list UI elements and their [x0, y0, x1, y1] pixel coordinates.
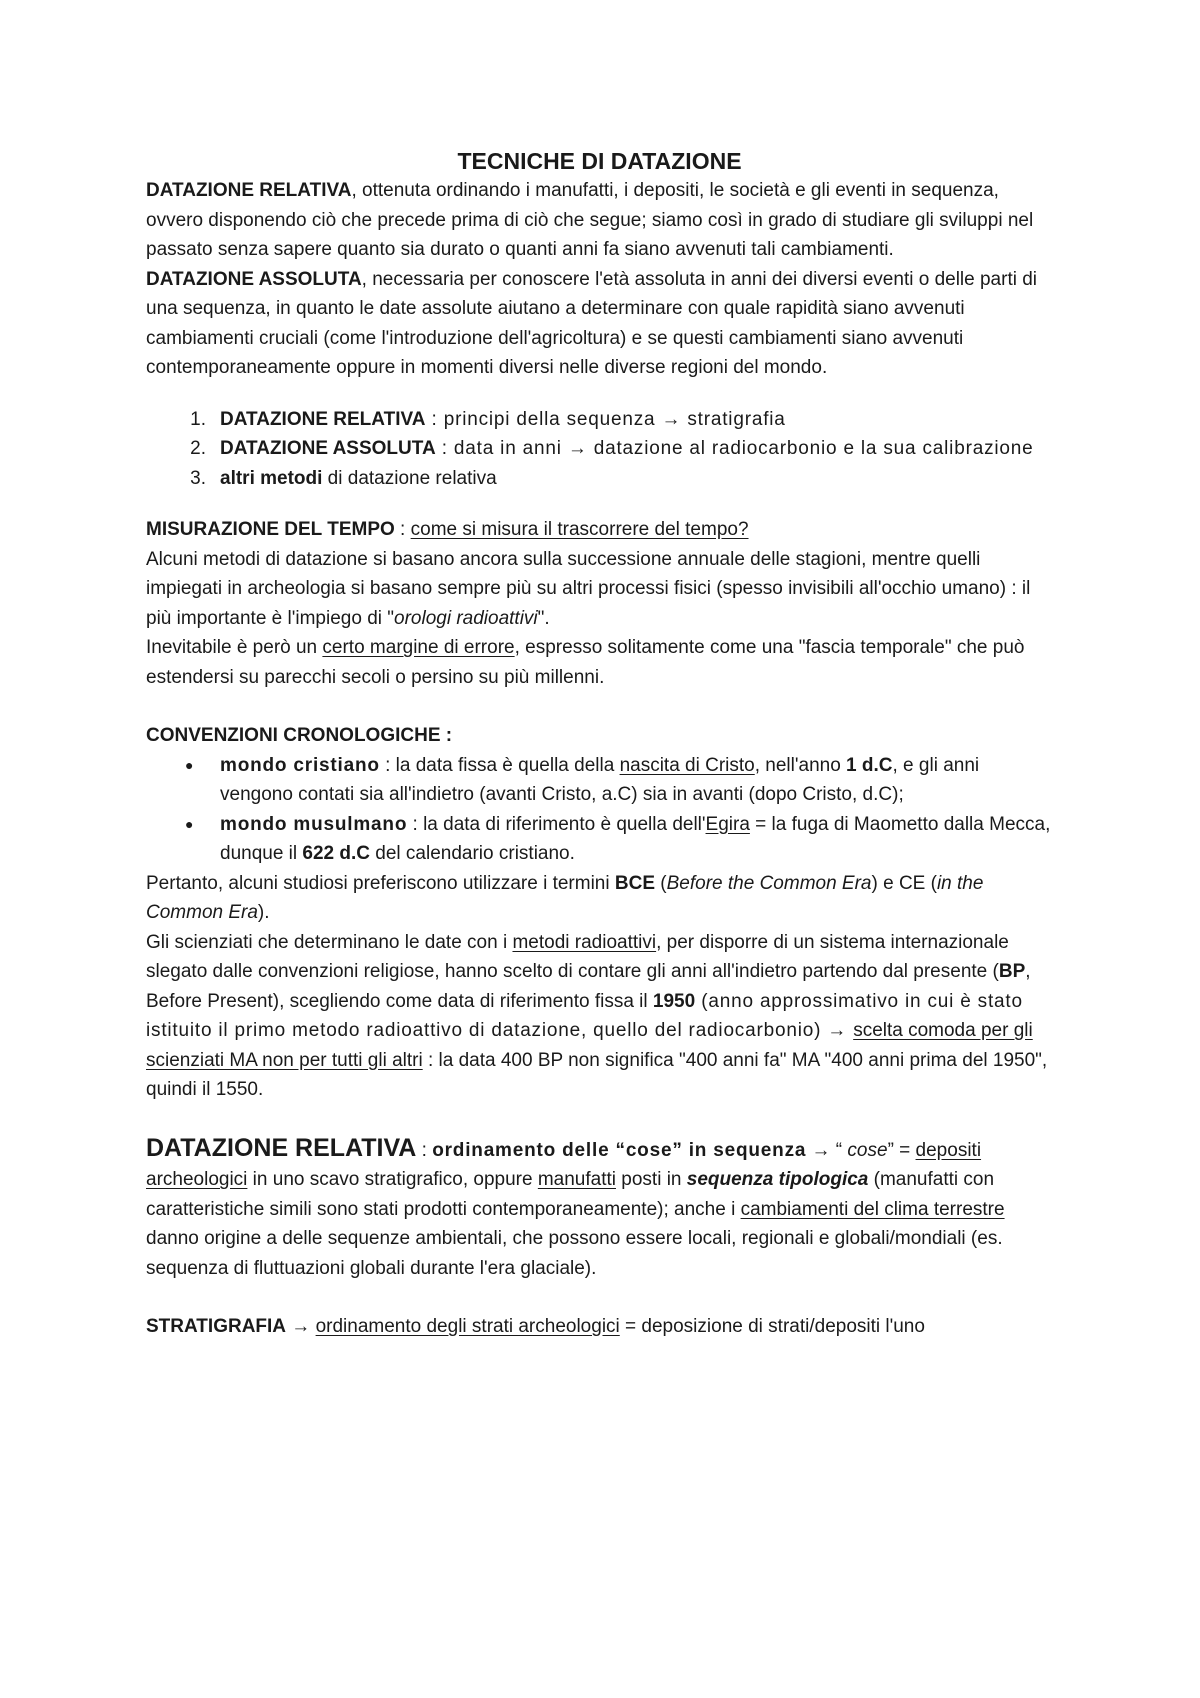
paragraph-misurazione-1 — [146, 545, 1053, 634]
bold-text: 1950 — [652, 990, 696, 1012]
list-term: altri metodi — [220, 467, 323, 489]
paragraph-relative-definition — [146, 176, 1053, 265]
list-number: 3. — [190, 467, 206, 489]
underlined-text: metodi radioattivi — [512, 931, 657, 953]
text: ” = — [887, 1139, 916, 1161]
list-item — [146, 464, 1053, 494]
list-number: 2. — [190, 438, 206, 459]
section-heading-convenzioni: CONVENZIONI CRONOLOGICHE : — [146, 725, 453, 746]
text: Gli scienziati che determinano le date con i — [146, 931, 513, 953]
underlined-text: certo margine di errore — [322, 637, 515, 658]
bold-italic-text: sequenza tipologica — [686, 1169, 869, 1190]
paragraph-datazione-relativa — [146, 1134, 1053, 1284]
list-term: DATAZIONE RELATIVA — [220, 408, 426, 430]
term-datazione-assoluta: DATAZIONE ASSOLUTA — [146, 268, 362, 290]
list-text: : principi della sequenza → stratigrafia — [425, 408, 786, 430]
emphasis: cose — [842, 1139, 888, 1161]
paragraph-bp — [146, 928, 1053, 1105]
text: ). — [257, 902, 270, 923]
bullet-list — [146, 751, 1053, 869]
document-title: TECNICHE DI DATAZIONE — [457, 148, 742, 174]
text: , e gli anni vengono contati sia all'indietro (avanti Cristo, a.C) sia in avanti (dopo Cristo, d.C); — [220, 754, 980, 805]
text: del calendario cristiano. — [370, 843, 575, 864]
list-term: mondo musulmano — [220, 813, 408, 835]
bold-text: BP — [998, 961, 1026, 982]
emphasis: Before the Common Era — [666, 872, 872, 894]
underlined-text: cambiamenti del clima terrestre — [740, 1198, 1005, 1220]
list-item — [146, 810, 1053, 869]
underlined-text: scelta comoda per gli scienziati MA non per tutti gli altri — [146, 1020, 1033, 1071]
bullet-icon: ● — [185, 815, 194, 832]
paragraph-stratigrafia — [146, 1312, 1053, 1342]
text: (manufatti con caratteristiche simili sono stati prodotti contemporaneamente); anche i — [146, 1169, 995, 1220]
underlined-text: nascita di Cristo — [619, 754, 755, 776]
list-term: DATAZIONE ASSOLUTA — [220, 438, 436, 459]
text: (anno approssimativo in cui è stato istituito il primo metodo radioattivo di datazione, quello del radiocarbonio) → — [146, 990, 1023, 1041]
paragraph-absolute-definition — [146, 265, 1053, 383]
text: : la data fissa è quella della — [379, 754, 620, 776]
text: , ottenuta ordinando i manufatti, i depositi, le società e gli eventi in sequenza, ovvero disponendo ciò che precede prima di ciò che segue; siamo così in grado di studiare gli sviluppi nel passato senza sapere quanto sia durato o quanti anni fa siano avvenuti tali cambiamenti. — [146, 180, 1034, 260]
list-number: 1. — [190, 408, 206, 430]
emphasis: orologi radioattivi — [394, 607, 538, 629]
text: Alcuni metodi di datazione si basano ancora sulla successione annuale delle stagioni, mentre quelli impiegati in archeologia si basano sempre più su altri processi fisici (spesso invisibili all'occhio umano) : il più importante è l'impiego di " — [146, 548, 1031, 629]
text: → — [286, 1316, 316, 1337]
underlined-question: come si misura il trascorrere del tempo? — [410, 519, 749, 540]
heading-term: MISURAZIONE DEL TEMPO — [146, 519, 395, 540]
text: → “ — [806, 1139, 843, 1161]
paragraph-misurazione-2 — [146, 633, 1053, 692]
text: : — [416, 1139, 433, 1161]
list-term: mondo cristiano — [220, 754, 380, 776]
list-item — [146, 405, 1053, 435]
text: Pertanto, alcuni studiosi preferiscono utilizzare i termini — [146, 872, 615, 894]
term-datazione-relativa: DATAZIONE RELATIVA — [146, 180, 352, 201]
outline-list — [146, 405, 1053, 494]
bold-text: 1 d.C — [846, 754, 893, 776]
text: : la data 400 BP non significa "400 anni fa" MA "400 anni prima del 1950", quindi il 1550. — [146, 1049, 1048, 1100]
text: ( — [655, 872, 667, 894]
text: in uno scavo stratigrafico, oppure — [247, 1169, 538, 1190]
section-heading-misurazione — [146, 515, 1053, 545]
text: , Before Present), scegliendo come data di riferimento fissa il — [146, 961, 1031, 1012]
list-text: di datazione relativa — [322, 467, 497, 489]
text: = deposizione di strati/depositi l'uno — [619, 1316, 925, 1337]
emphasis: in the Common Era — [146, 872, 984, 923]
text: ) e CE ( — [871, 872, 937, 894]
text: posti in — [616, 1169, 687, 1190]
text: Inevitabile è però un — [146, 637, 323, 658]
text: , espresso solitamente come una "fascia temporale" che può estendersi su parecchi secoli o persino su più millenni. — [146, 637, 1025, 688]
list-item — [146, 751, 1053, 810]
section-heading-relativa: DATAZIONE RELATIVA — [146, 1133, 417, 1162]
text: , necessaria per conoscere l'età assoluta in anni dei diversi eventi o delle parti di una sequenza, in quanto le date assolute aiutano a determinare con quale rapidità siano avvenuti cambiamenti cruciali (come l'introduzione dell'agricoltura) e se questi cambiamenti siano avvenuti contemporaneamente oppure in momenti diversi nelle diverse regioni del mondo. — [146, 268, 1038, 378]
underlined-text: ordinamento degli strati archeologici — [315, 1316, 620, 1337]
text: ". — [537, 607, 550, 629]
underlined-text: Egira — [705, 813, 750, 835]
section-heading-stratigrafia: STRATIGRAFIA — [146, 1316, 287, 1337]
text: , nell'anno — [754, 754, 847, 776]
text: danno origine a delle sequenze ambientali, che possono essere locali, regionali e globali/mondiali (es. sequenza di fluttuazioni globali durante l'era glaciale). — [146, 1228, 1003, 1279]
paragraph-bce — [146, 869, 1053, 928]
underlined-text: depositi archeologici — [146, 1139, 982, 1190]
text: : la data di riferimento è quella dell' — [407, 813, 706, 835]
list-text: : data in anni → datazione al radiocarbonio e la sua calibrazione — [435, 438, 1034, 459]
text: , per disporre di un sistema internazionale slegato dalle convenzioni religiose, hanno scelto di contare gli anni all'indietro partendo dal presente ( — [146, 931, 1009, 982]
separator: : — [394, 519, 411, 540]
bold-text: ordinamento delle “cose” in sequenza — [432, 1139, 807, 1161]
bold-text: 622 d.C — [302, 843, 370, 864]
underlined-text: manufatti — [537, 1169, 616, 1190]
bullet-icon: ● — [185, 756, 194, 773]
list-item — [146, 434, 1053, 464]
text: = la fuga di Maometto dalla Mecca, dunque il — [220, 813, 1051, 864]
bold-text: BCE — [614, 872, 656, 894]
